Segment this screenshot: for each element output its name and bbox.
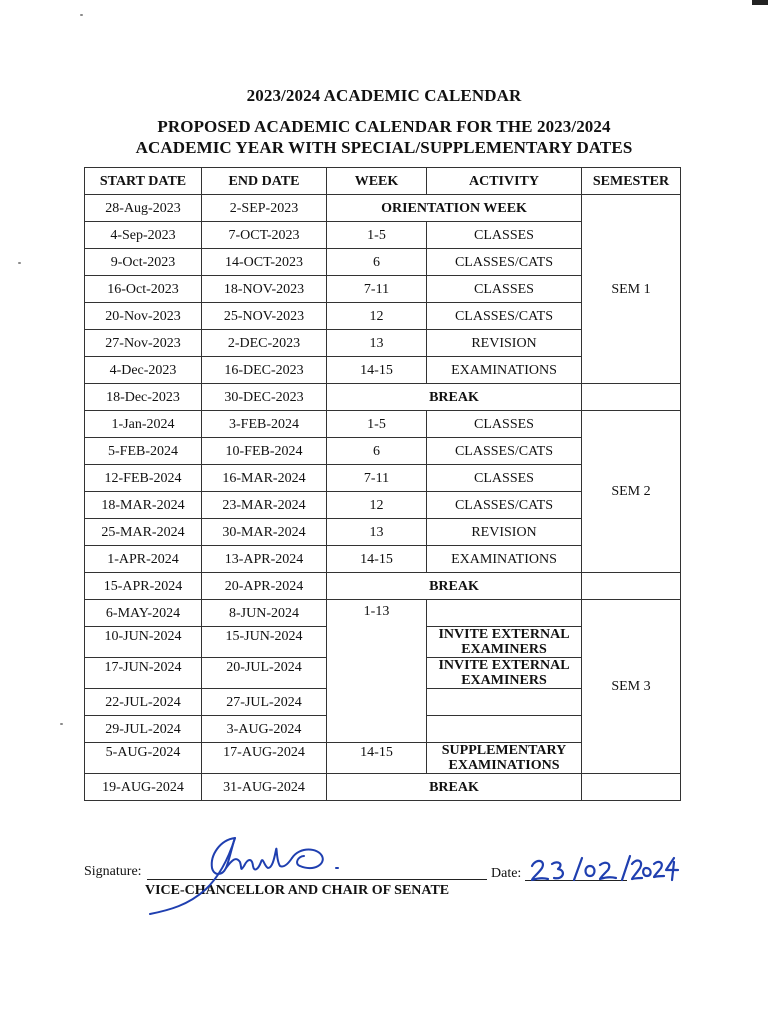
semester-cell: SEM 3 — [582, 600, 681, 774]
activity-cell: CLASSES — [427, 276, 582, 303]
week-cell: 14-15 — [327, 743, 427, 774]
end-date-cell: 2-DEC-2023 — [202, 330, 327, 357]
start-date-cell: 4-Dec-2023 — [85, 357, 202, 384]
table-row — [85, 411, 681, 438]
signature-label: Signature: — [84, 864, 142, 879]
document-title: 2023/2024 ACADEMIC CALENDAR — [246, 86, 522, 105]
end-date-cell: 17-AUG-2024 — [202, 743, 327, 774]
start-date-cell: 20-Nov-2023 — [85, 303, 202, 330]
activity-cell: REVISION — [427, 519, 582, 546]
end-date-cell: 8-JUN-2024 — [202, 600, 327, 627]
end-date-cell: 18-NOV-2023 — [202, 276, 327, 303]
activity-cell: CLASSES — [427, 465, 582, 492]
end-date-cell: 31-AUG-2024 — [202, 774, 327, 801]
end-date-cell: 25-NOV-2023 — [202, 303, 327, 330]
start-date-cell: 9-Oct-2023 — [85, 249, 202, 276]
end-date-cell: 27-JUL-2024 — [202, 689, 327, 716]
header-start-date: START DATE — [85, 168, 202, 195]
table-header-row — [85, 168, 681, 195]
date-label: Date: — [491, 866, 522, 881]
activity-cell: BREAK — [327, 573, 582, 600]
end-date-cell: 20-APR-2024 — [202, 573, 327, 600]
scan-speck — [18, 262, 21, 264]
end-date-cell: 15-JUN-2024 — [202, 627, 327, 658]
header-semester: SEMESTER — [582, 168, 681, 195]
activity-cell: CLASSES/CATS — [427, 492, 582, 519]
end-date-cell: 3-FEB-2024 — [202, 411, 327, 438]
end-date-cell: 30-MAR-2024 — [202, 519, 327, 546]
start-date-cell: 28-Aug-2023 — [85, 195, 202, 222]
start-date-cell: 16-Oct-2023 — [85, 276, 202, 303]
activity-cell: INVITE EXTERNAL EXAMINERS — [427, 627, 582, 658]
week-cell: 6 — [327, 249, 427, 276]
activity-cell: ORIENTATION WEEK — [327, 195, 582, 222]
scan-speck — [60, 723, 63, 725]
start-date-cell: 1-APR-2024 — [85, 546, 202, 573]
document-subtitle-line1: PROPOSED ACADEMIC CALENDAR FOR THE 2023/2024 — [157, 117, 611, 136]
week-cell: 13 — [327, 519, 427, 546]
week-cell: 12 — [327, 492, 427, 519]
start-date-cell: 29-JUL-2024 — [85, 716, 202, 743]
end-date-cell: 7-OCT-2023 — [202, 222, 327, 249]
start-date-cell: 18-MAR-2024 — [85, 492, 202, 519]
week-cell: 14-15 — [327, 357, 427, 384]
week-cell: 1-5 — [327, 222, 427, 249]
table-row — [85, 384, 681, 411]
start-date-cell: 4-Sep-2023 — [85, 222, 202, 249]
start-date-cell: 5-FEB-2024 — [85, 438, 202, 465]
start-date-cell: 27-Nov-2023 — [85, 330, 202, 357]
document-subtitle-line2: ACADEMIC YEAR WITH SPECIAL/SUPPLEMENTARY DATES — [135, 138, 633, 157]
scan-edge-mark — [752, 0, 768, 5]
header-end-date: END DATE — [202, 168, 327, 195]
activity-cell: BREAK — [327, 384, 582, 411]
activity-cell: CLASSES — [427, 411, 582, 438]
activity-cell: CLASSES/CATS — [427, 438, 582, 465]
week-cell: 13 — [327, 330, 427, 357]
end-date-cell: 23-MAR-2024 — [202, 492, 327, 519]
week-cell: 6 — [327, 438, 427, 465]
end-date-cell: 16-DEC-2023 — [202, 357, 327, 384]
semester-cell-empty — [582, 573, 681, 600]
start-date-cell: 15-APR-2024 — [85, 573, 202, 600]
academic-calendar-table — [84, 167, 681, 801]
semester-cell-empty — [582, 384, 681, 411]
activity-cell — [427, 600, 582, 627]
start-date-cell: 17-JUN-2024 — [85, 658, 202, 689]
signer-title: VICE-CHANCELLOR AND CHAIR OF SENATE — [145, 883, 450, 898]
activity-cell: INVITE EXTERNAL EXAMINERS — [427, 658, 582, 689]
start-date-cell: 18-Dec-2023 — [85, 384, 202, 411]
end-date-cell: 2-SEP-2023 — [202, 195, 327, 222]
end-date-cell: 13-APR-2024 — [202, 546, 327, 573]
end-date-cell: 3-AUG-2024 — [202, 716, 327, 743]
start-date-cell: 5-AUG-2024 — [85, 743, 202, 774]
activity-cell: SUPPLEMENTARY EXAMINATIONS — [427, 743, 582, 774]
start-date-cell: 22-JUL-2024 — [85, 689, 202, 716]
activity-cell: EXAMINATIONS — [427, 357, 582, 384]
start-date-cell: 10-JUN-2024 — [85, 627, 202, 658]
scan-speck — [80, 14, 83, 16]
end-date-cell: 10-FEB-2024 — [202, 438, 327, 465]
activity-cell: BREAK — [327, 774, 582, 801]
activity-cell: EXAMINATIONS — [427, 546, 582, 573]
semester-cell: SEM 2 — [582, 411, 681, 573]
header-week: WEEK — [327, 168, 427, 195]
end-date-cell: 20-JUL-2024 — [202, 658, 327, 689]
activity-cell: CLASSES/CATS — [427, 303, 582, 330]
activity-cell: REVISION — [427, 330, 582, 357]
start-date-cell: 19-AUG-2024 — [85, 774, 202, 801]
activity-cell — [427, 689, 582, 716]
start-date-cell: 12-FEB-2024 — [85, 465, 202, 492]
start-date-cell: 1-Jan-2024 — [85, 411, 202, 438]
table-row — [85, 600, 681, 627]
week-cell: 1-5 — [327, 411, 427, 438]
week-cell: 1-13 — [327, 600, 427, 743]
activity-cell: CLASSES — [427, 222, 582, 249]
start-date-cell: 25-MAR-2024 — [85, 519, 202, 546]
table-row — [85, 573, 681, 600]
start-date-cell: 6-MAY-2024 — [85, 600, 202, 627]
end-date-cell: 14-OCT-2023 — [202, 249, 327, 276]
handwritten-signature — [140, 810, 340, 920]
activity-cell: CLASSES/CATS — [427, 249, 582, 276]
week-cell: 14-15 — [327, 546, 427, 573]
semester-cell-empty — [582, 774, 681, 801]
header-activity: ACTIVITY — [427, 168, 582, 195]
end-date-cell: 30-DEC-2023 — [202, 384, 327, 411]
table-row — [85, 195, 681, 222]
table-row — [85, 774, 681, 801]
handwritten-date — [528, 852, 678, 892]
end-date-cell: 16-MAR-2024 — [202, 465, 327, 492]
semester-cell: SEM 1 — [582, 195, 681, 384]
week-cell: 7-11 — [327, 276, 427, 303]
week-cell: 7-11 — [327, 465, 427, 492]
week-cell: 12 — [327, 303, 427, 330]
activity-cell — [427, 716, 582, 743]
